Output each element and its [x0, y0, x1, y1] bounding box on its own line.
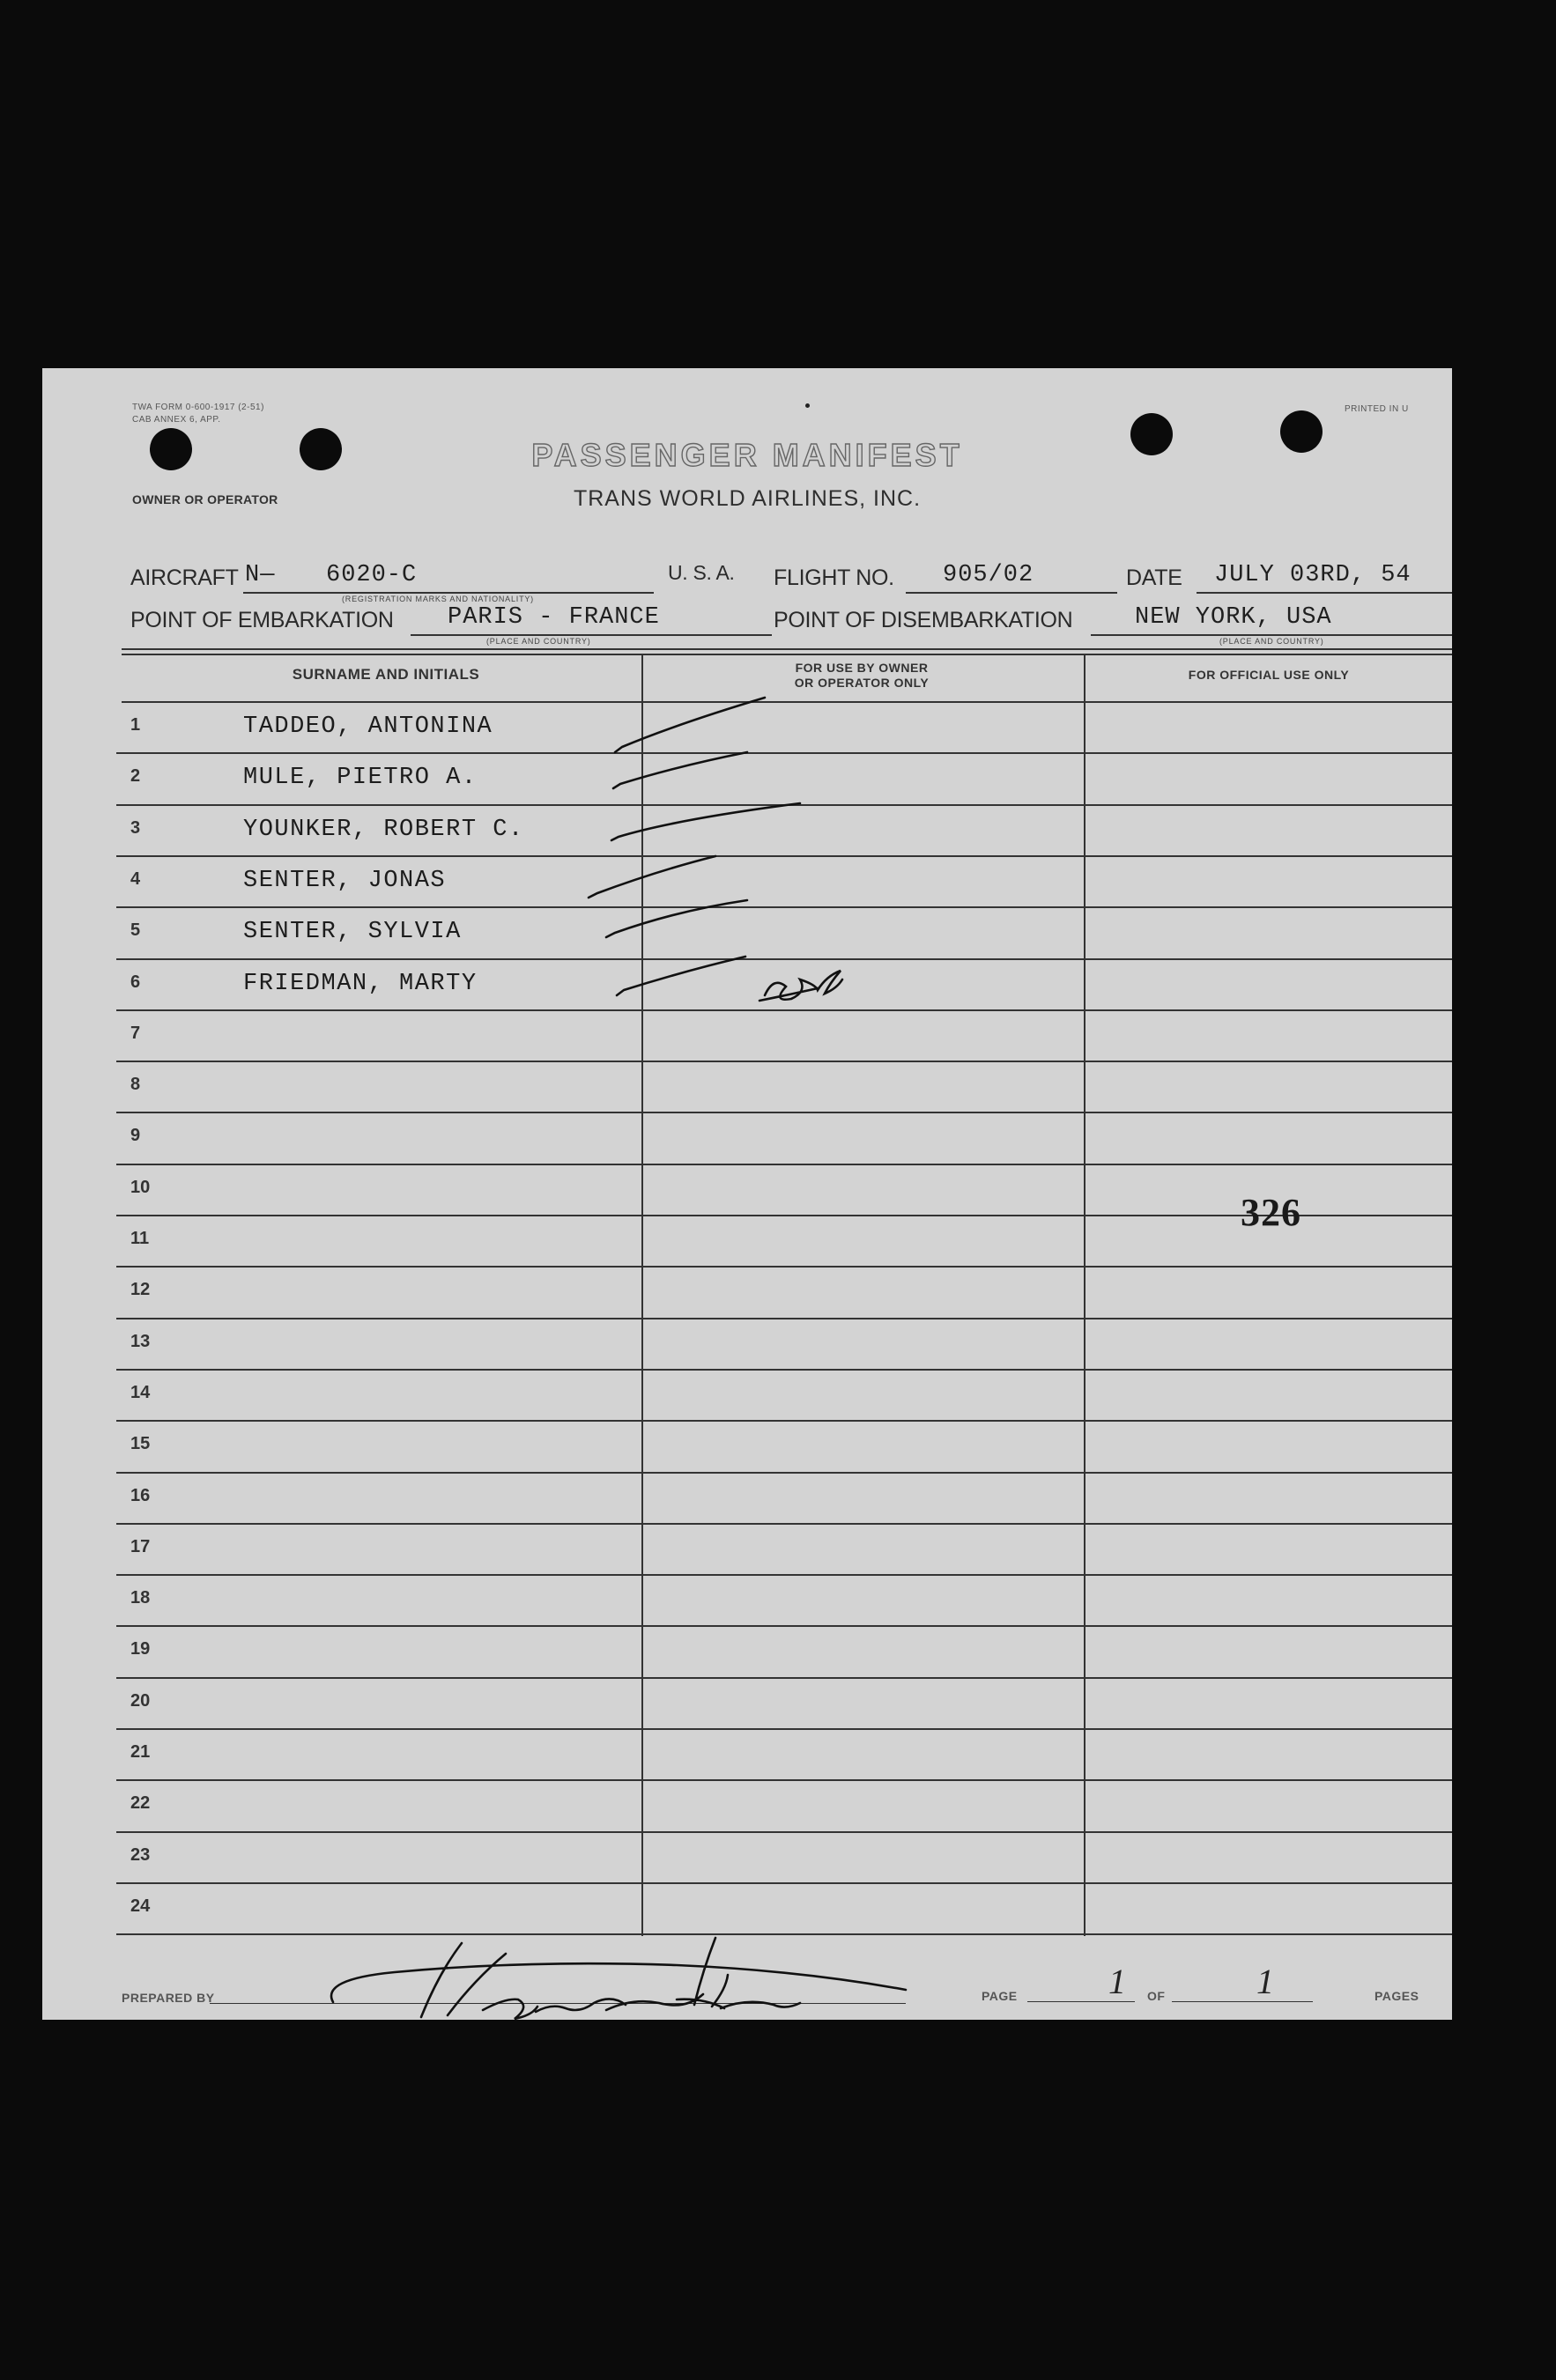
check-mark-row-6	[617, 957, 745, 995]
prepared-by-label: PREPARED BY	[122, 1991, 215, 2005]
column-header-name: SURNAME AND INITIALS	[292, 666, 480, 683]
page-total: 1	[1256, 1962, 1274, 2001]
row-number: 12	[130, 1280, 151, 1300]
aircraft-prefix: N—	[245, 562, 276, 588]
row-number: 16	[130, 1485, 151, 1505]
row-number: 1	[130, 715, 141, 735]
form-annex: CAB ANNEX 6, APP.	[132, 415, 221, 425]
row-number: 8	[130, 1075, 141, 1095]
aircraft-label: AIRCRAFT	[130, 565, 239, 590]
row-number: 17	[130, 1536, 151, 1556]
row-number: 11	[130, 1229, 150, 1248]
row-number: 7	[130, 1023, 141, 1043]
row-number: 21	[130, 1742, 151, 1762]
form-title: PASSENGER MANIFEST	[531, 437, 963, 473]
of-label: OF	[1147, 1989, 1166, 2003]
check-mark-row-2	[613, 752, 747, 788]
passenger-name: SENTER, JONAS	[243, 867, 447, 894]
row-number: 15	[130, 1434, 151, 1454]
form-number: TWA FORM 0-600-1917 (2-51)	[132, 403, 264, 412]
disembarkation-label: POINT OF DISEMBARKATION	[774, 608, 1073, 632]
row-number: 9	[130, 1126, 141, 1146]
owner-operator-label: OWNER OR OPERATOR	[132, 492, 278, 506]
official-stamp-number: 326	[1241, 1191, 1301, 1234]
date-label: DATE	[1126, 565, 1182, 590]
row-number: 6	[130, 972, 141, 992]
passenger-name: FRIEDMAN, MARTY	[243, 970, 478, 997]
initials-scribble	[759, 971, 842, 1001]
row-number: 19	[130, 1639, 151, 1659]
date-value: JULY 03RD, 54	[1214, 562, 1412, 588]
disembarkation-caption: (PLACE AND COUNTRY)	[1219, 637, 1324, 646]
row-number: 22	[130, 1793, 151, 1814]
row-number: 4	[130, 868, 141, 889]
aircraft-registration: 6020-C	[326, 562, 418, 588]
row-number: 20	[130, 1690, 151, 1711]
check-mark-row-3	[611, 803, 800, 840]
row-number: 10	[130, 1177, 151, 1197]
owner-use-line-2: OR OPERATOR ONLY	[794, 676, 930, 690]
row-number: 14	[130, 1382, 151, 1402]
flight-number: 905/02	[943, 562, 1034, 588]
row-number: 13	[130, 1331, 151, 1351]
disembarkation-value: NEW YORK, USA	[1135, 604, 1332, 631]
flight-number-label: FLIGHT NO.	[774, 565, 894, 590]
passenger-name: SENTER, SYLVIA	[243, 919, 462, 946]
row-number: 23	[130, 1844, 151, 1865]
passenger-name: YOUNKER, ROBERT C.	[243, 816, 524, 843]
embarkation-label: POINT OF EMBARKATION	[130, 608, 394, 632]
prepared-by-signature	[331, 1938, 906, 2019]
column-header-official: FOR OFFICIAL USE ONLY	[1188, 668, 1350, 682]
country-label: U. S. A.	[668, 561, 735, 584]
row-number: 18	[130, 1588, 151, 1608]
row-number: 5	[130, 920, 141, 941]
airline-name: TRANS WORLD AIRLINES, INC.	[573, 486, 922, 511]
row-number: 2	[130, 766, 141, 787]
row-number: 24	[130, 1896, 151, 1916]
check-mark-row-5	[606, 900, 747, 937]
embarkation-caption: (PLACE AND COUNTRY)	[486, 637, 591, 646]
printed-note: PRINTED IN U	[1345, 404, 1409, 414]
check-mark-row-4	[589, 856, 715, 898]
row-number: 3	[130, 817, 141, 838]
manifest-sheet	[42, 368, 1452, 2020]
passenger-name: TADDEO, ANTONINA	[243, 713, 493, 740]
passenger-name: MULE, PIETRO A.	[243, 765, 478, 792]
pages-label: PAGES	[1374, 1989, 1419, 2003]
page-label: PAGE	[982, 1989, 1018, 2003]
check-mark-row-1	[615, 698, 765, 752]
owner-use-line-1: FOR USE BY OWNER	[795, 661, 929, 675]
embarkation-value: PARIS - FRANCE	[448, 604, 660, 631]
aircraft-caption: (REGISTRATION MARKS AND NATIONALITY)	[342, 595, 534, 603]
page-number: 1	[1108, 1962, 1126, 2001]
handwritten-marks	[42, 368, 1452, 2020]
